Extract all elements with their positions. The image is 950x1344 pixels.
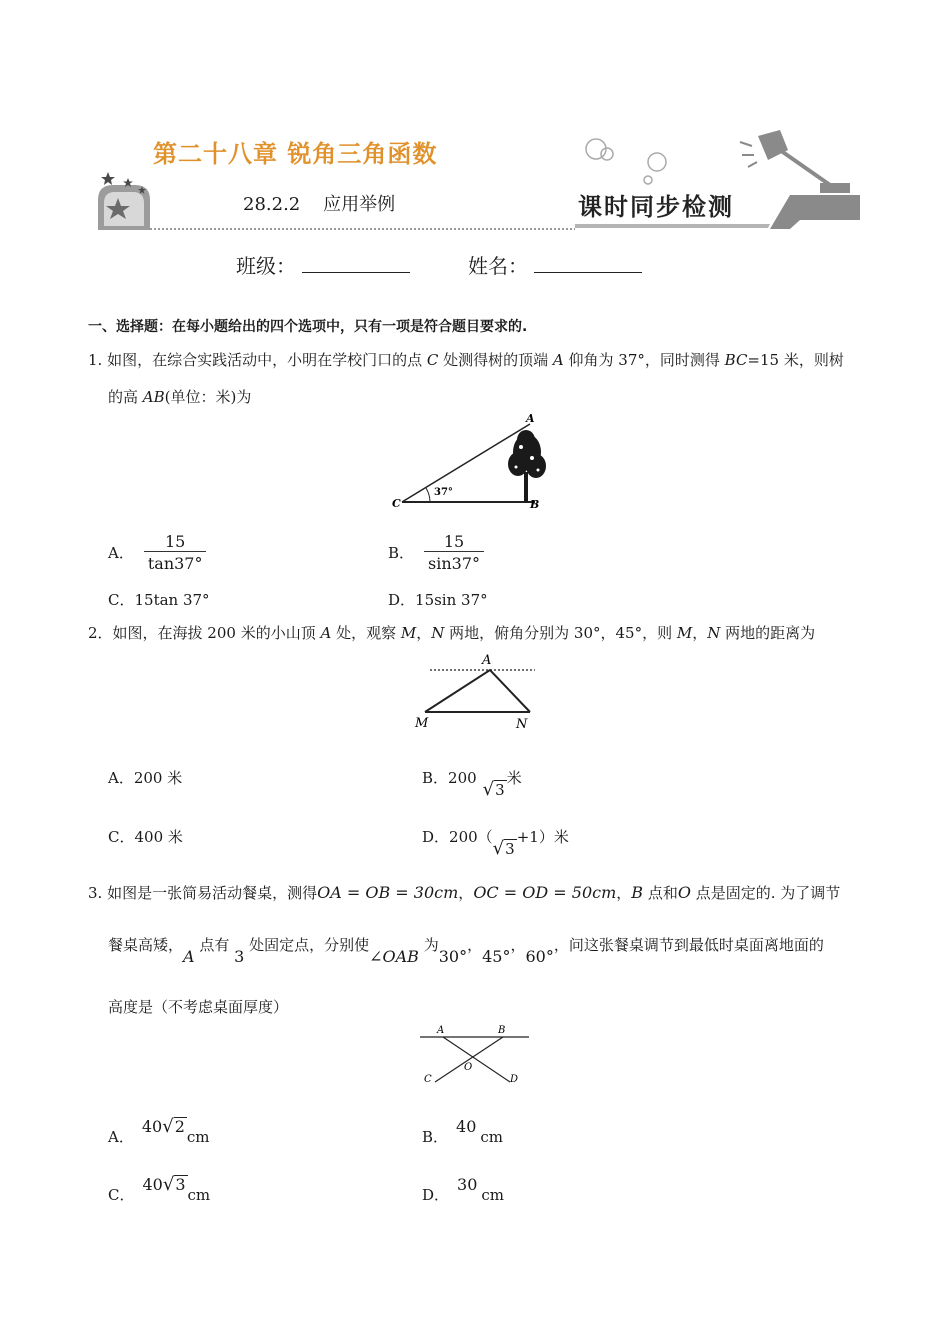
radicand: 3 — [495, 781, 505, 799]
q3-text: 餐桌高矮， — [108, 936, 184, 954]
option-text: B．200 — [422, 769, 477, 787]
fig-label-b: B — [498, 1025, 506, 1036]
radicand: 2 — [174, 1117, 185, 1136]
q3-var-b: B — [631, 883, 644, 902]
fig-angle-label: 37° — [434, 487, 453, 498]
option-text: D．200（ — [422, 828, 493, 846]
numerator: 15 — [164, 532, 186, 551]
fig-label-d: D — [510, 1074, 519, 1085]
option-label: B． — [422, 1128, 449, 1146]
q1-figure — [390, 412, 560, 512]
q1-option-c[interactable]: C．15tan 37° — [108, 591, 210, 609]
q1-text: 的高 — [108, 388, 143, 406]
fig-label-c: C — [424, 1074, 432, 1085]
q1-option-d[interactable]: D．15sin 37° — [388, 591, 488, 609]
option-value: 40 — [456, 1117, 477, 1136]
question-3-line-1 — [88, 882, 878, 904]
tree-icon — [508, 430, 546, 502]
option-value: 30 — [457, 1175, 478, 1194]
q2-option-a[interactable]: A．200 米 — [108, 769, 183, 787]
q2-var-n: N — [431, 624, 445, 642]
q3-option-c[interactable]: C．40√3cm — [108, 1174, 211, 1204]
q1-var-ab: AB — [142, 388, 165, 406]
q3-equation: OA = OB = 30cm — [317, 883, 459, 902]
q3-equation: OC = OD = 50cm — [473, 883, 617, 902]
q3-text: 点是固定的. 为了调节 — [690, 884, 841, 902]
q3-text: 为 — [418, 936, 439, 954]
fig-label-o: O — [464, 1062, 473, 1073]
q3-text: 点有 — [194, 936, 235, 954]
q3-angle-value: 60° — [525, 947, 554, 966]
q3-figure — [415, 1020, 535, 1092]
denominator: sin37° — [424, 551, 484, 573]
class-field — [236, 250, 410, 279]
name-field — [468, 250, 642, 279]
fig-label-a: A — [526, 412, 535, 425]
sync-label: 课时同步检测 — [578, 192, 734, 221]
question-1-line-1 — [88, 349, 878, 371]
q3-option-b[interactable] — [422, 1116, 504, 1146]
question-2 — [88, 622, 878, 644]
question-3-line-3: 高度是（不考虑桌面厚度） — [108, 998, 289, 1016]
fig-label-a: A — [437, 1025, 445, 1036]
q3-option-a[interactable]: A．40√2cm — [108, 1116, 210, 1146]
fig-label-n: N — [516, 717, 528, 732]
q1-var-a: A — [552, 351, 564, 369]
numerator: 15 — [443, 532, 465, 551]
question-1-line-2 — [108, 386, 251, 408]
radicand: 3 — [505, 840, 515, 858]
q3-number: 3 — [234, 947, 245, 966]
lesson-title: 28.2.2 应用举例 — [243, 194, 396, 215]
option-label: A． — [108, 544, 134, 562]
q1-var-bc: BC — [724, 351, 748, 369]
q1-option-a[interactable] — [108, 532, 206, 573]
q3-text: 处固定点，分别使 — [244, 936, 370, 954]
q2-option-c[interactable]: C．400 米 — [108, 828, 183, 846]
chapter-title: 第二十八章 锐角三角函数 — [153, 140, 438, 168]
option-label: A． — [108, 1128, 134, 1146]
option-text: +1）米 — [516, 828, 569, 846]
q2-text: ， — [416, 624, 432, 642]
q3-text: ， — [616, 884, 632, 902]
option-unit: cm — [187, 1186, 211, 1204]
option-value: 40 — [141, 1117, 163, 1136]
q1-text: =15 米，则树 — [747, 351, 844, 369]
q3-text: 3. 如图是一张简易活动餐桌，测得 — [88, 884, 318, 902]
fraction — [424, 532, 484, 573]
q2-text: 处，观察 — [331, 624, 401, 642]
q1-text: 仰角为 37°，同时测得 — [563, 351, 725, 369]
q2-var-m: M — [400, 624, 417, 642]
q3-var-o: O — [677, 883, 691, 902]
q3-text: ， — [458, 884, 474, 902]
option-label: B． — [388, 544, 415, 562]
q3-option-d[interactable] — [422, 1174, 505, 1204]
fig-label-b: B — [530, 498, 540, 511]
q1-var-c: C — [426, 351, 439, 369]
q1-text: 处测得树的顶端 — [438, 351, 553, 369]
q2-text: ， — [692, 624, 708, 642]
q2-var-n: N — [707, 624, 721, 642]
q2-text: 2．如图，在海拔 200 米的小山顶 — [88, 624, 321, 642]
q3-text: 点和 — [643, 884, 678, 902]
q1-text: (单位：米)为 — [164, 388, 252, 406]
fig-label-a: A — [482, 653, 492, 668]
class-blank — [302, 252, 410, 273]
name-label: 姓名： — [468, 254, 528, 278]
q3-var-a: A — [183, 947, 195, 966]
q3-angle: ∠OAB — [369, 947, 419, 966]
class-label: 班级： — [236, 254, 296, 278]
denominator: tan37° — [144, 551, 207, 573]
option-value: 40 — [142, 1175, 163, 1194]
q1-text: 1. 如图，在综合实践活动中，小明在学校门口的点 — [88, 351, 427, 369]
q2-option-d[interactable]: D．200（√3+1）米 — [422, 828, 569, 859]
q2-var-m: M — [676, 624, 693, 642]
q2-figure — [410, 650, 540, 735]
question-3-line-2: 餐桌高矮，A 点有 3 处固定点，分别使∠OAB 为30°，45°，60°，问这张餐桌调节到最低时桌面离地面的 — [108, 936, 824, 966]
q2-text: 两地的距离为 — [720, 624, 816, 642]
q3-text: ，问这张餐桌调节到最低时桌面离地面的 — [553, 936, 824, 954]
q2-var-a: A — [320, 624, 332, 642]
star-badge-icon — [98, 172, 150, 230]
fig-label-c: C — [392, 497, 401, 510]
fig-label-m: M — [415, 716, 429, 731]
option-label: C． — [108, 1186, 135, 1204]
option-unit: cm — [481, 1186, 505, 1204]
q1-option-b[interactable] — [388, 532, 484, 573]
option-unit: cm — [480, 1128, 504, 1146]
section-heading: 一、选择题：在每小题给出的四个选项中，只有一项是符合题目要求的. — [88, 319, 528, 335]
q2-text: 两地，俯角分别为 30°，45°，则 — [444, 624, 677, 642]
option-unit: cm — [186, 1128, 210, 1146]
option-label: D． — [422, 1186, 450, 1204]
radicand: 3 — [175, 1175, 186, 1194]
q3-angle-value: 30° — [438, 947, 468, 966]
option-text: 米 — [506, 769, 522, 787]
name-blank — [534, 252, 642, 273]
fraction — [144, 532, 207, 573]
q2-option-b[interactable]: B．200√3米 — [422, 769, 522, 800]
desk-lamp-icon — [740, 130, 850, 193]
q3-angle-value: 45° — [482, 947, 511, 966]
